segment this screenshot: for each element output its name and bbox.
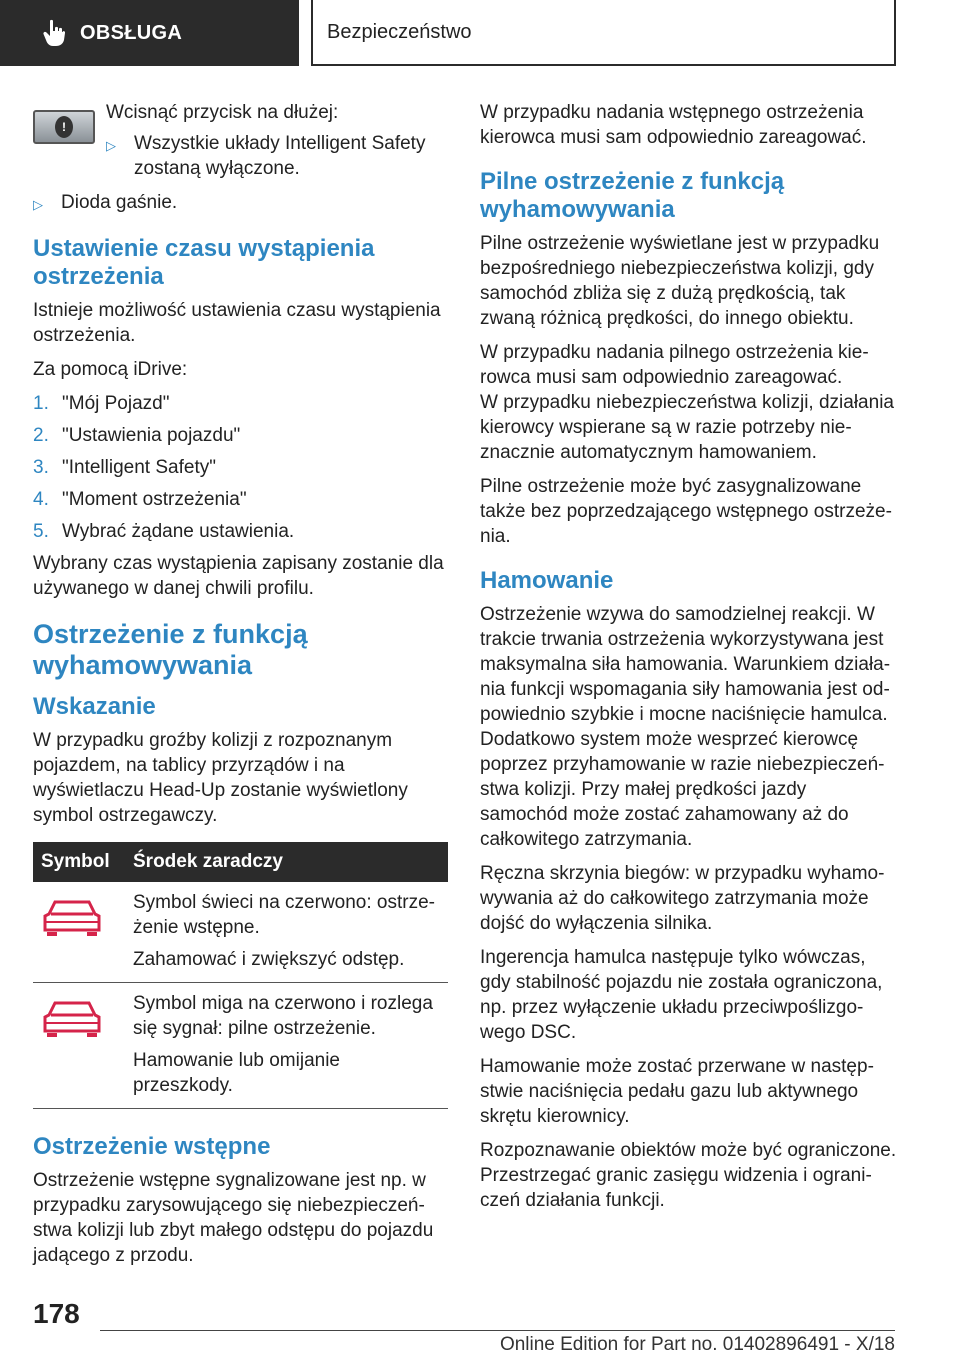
heading-pre-warning: Ostrzeżenie wstępne (33, 1133, 271, 1160)
paragraph: Pilne ostrzeżenie wyświetlane jest w przypadku bezpośredniego niebezpieczeństwa kolizji, gdy samochód zbliża się z dużą prędkością, tak zwaną różnicą prędkości, do innego obiektu. (480, 233, 880, 329)
edition-text: Online Edition for Part no. 01402896491 - X/18 (499, 1334, 895, 1355)
paragraph: Ingerencja hamulca następuje tylko wówczas, gdy stabilność pojazdu nie została ograniczona, np. przez wyłączenie układu przeciwpoślizgowego DSC. (480, 947, 883, 1043)
page-header (0, 0, 960, 66)
paragraph: Ostrzeżenie wzywa do samodzielnej reakcji. W trakcie trwania ostrzeżenia wykorzystywana jest maksymalna siła hamowania. Warunkiem działania funkcji wspomagania siły hamowania jest odpowiednio szybkie i mocne naciśnięcie hamulca. Dodatkowo system może wesprzeć kierowcę poprzez przyhamowanie w razie niebezpieczeństwa kolizji. Przy małej prędkości jazdy samochód może zostać zahamowany aż do całkowitego zatrzymania. (480, 604, 891, 850)
triangle-bullet-icon: ▷ (106, 138, 116, 153)
heading-warning-time: Ustawienie czasu wystąpienia ostrzeżenia (33, 235, 375, 290)
symbol-table (33, 842, 448, 1109)
chapter-title: Bezpieczeństwo (327, 20, 472, 43)
heading-braking-warning: Ostrzeżenie z funkcją wyhamowywania (33, 619, 308, 680)
paragraph: Hamowanie może zostać przerwane w następstwie naciśnięcia pedału gazu lub aktywnego skrętu kierownicy. (480, 1056, 874, 1127)
button-instruction (33, 100, 448, 190)
paragraph: W przypadku nadania pilnego ostrzeżenia kierowca musi sam odpowiednio zareagować. (480, 342, 869, 388)
list-item: 5. Wybrać żądane ustawienia. (33, 521, 295, 542)
paragraph: W przypadku nadania wstępnego ostrzeżenia kierowca musi sam odpowiednio zareagować. (480, 102, 867, 148)
list-item: 1. "Mój Pojazd" (33, 393, 170, 414)
paragraph: Ostrzeżenie wstępne sygnalizowane jest np. w przypadku zarysowującego się niebezpieczeństwa kolizji lub zbyt małego odstępu do pojazdu jadącego z przodu. (33, 1170, 434, 1266)
column-header-symbol: Symbol (33, 842, 125, 882)
paragraph: Istnieje możliwość ustawienia czasu wystąpienia ostrzeżenia. (33, 300, 441, 346)
left-column (33, 100, 448, 1277)
bullet-item: ▷ Wszystkie układy Intelligent Safety zostaną wyłączone. (106, 133, 426, 179)
car-warning-icon: ! (55, 116, 73, 138)
list-item: 3. "Intelligent Safety" (33, 457, 216, 478)
table-row: Symbol świeci na czerwono: ostrzeżenie wstępne. Zahamować i zwiększyć odstęp. (33, 882, 448, 983)
idrive-steps (33, 391, 448, 544)
heading-indication: Wskazanie (33, 693, 156, 720)
heading-urgent-warning: Pilne ostrzeżenie z funkcją wyhamowywania (480, 168, 785, 223)
heading-braking: Hamowanie (480, 567, 614, 594)
paragraph: Pilne ostrzeżenie może być zasygnalizowane także bez poprzedzającego wstępnego ostrzeżenia. (480, 476, 892, 547)
paragraph: W przypadku niebezpieczeństwa kolizji, działania kierowcy wspierane są w razie potrzeby nieznacznie automatycznym hamowaniem. (480, 392, 894, 463)
paragraph: Ręczna skrzynia biegów: w przypadku wyhamowywania aż do całkowitego zatrzymania może dojść do wyłączenia silnika. (480, 863, 885, 934)
hand-icon (42, 19, 66, 47)
press-text: Wcisnąć przycisk na dłużej: (106, 102, 339, 123)
column-header-remedy: Środek zaradczy (125, 842, 448, 882)
list-item: 2. "Ustawienia pojazdu" (33, 425, 241, 446)
table-row: Symbol miga na czerwono i rozlega się sygnał: pilne ostrzeżenie. Hamowanie lub omijanie przeszkody. (33, 983, 448, 1109)
bullet-item: ▷ Dioda gaśnie. (33, 190, 448, 217)
section-title: OBSŁUGA (80, 21, 183, 44)
paragraph: Za pomocą iDrive: (33, 359, 188, 380)
right-column (480, 100, 898, 1222)
footer-divider (100, 1330, 895, 1331)
section-tab (0, 0, 299, 66)
paragraph: W przypadku groźby kolizji z rozpoznanym pojazdem, na tablicy przyrządów i na wyświetlaczu Head-Up zostanie wyświetlony symbol ostrzegawczy. (33, 730, 408, 826)
red-car-icon (41, 997, 103, 1037)
red-car-icon (41, 896, 103, 936)
intelligent-safety-button-image (33, 110, 95, 144)
paragraph: Rozpoznawanie obiektów może być ograniczone. Przestrzegać granic zasięgu widzenia i ograniczeń działania funkcji. (480, 1140, 897, 1211)
paragraph: Wybrany czas wystąpienia zapisany zostanie dla używanego w danej chwili profilu. (33, 553, 444, 599)
list-item: 4. "Moment ostrzeżenia" (33, 489, 247, 510)
chapter-tab (311, 0, 896, 66)
triangle-bullet-icon: ▷ (33, 197, 43, 212)
page-number: 178 (33, 1298, 80, 1329)
